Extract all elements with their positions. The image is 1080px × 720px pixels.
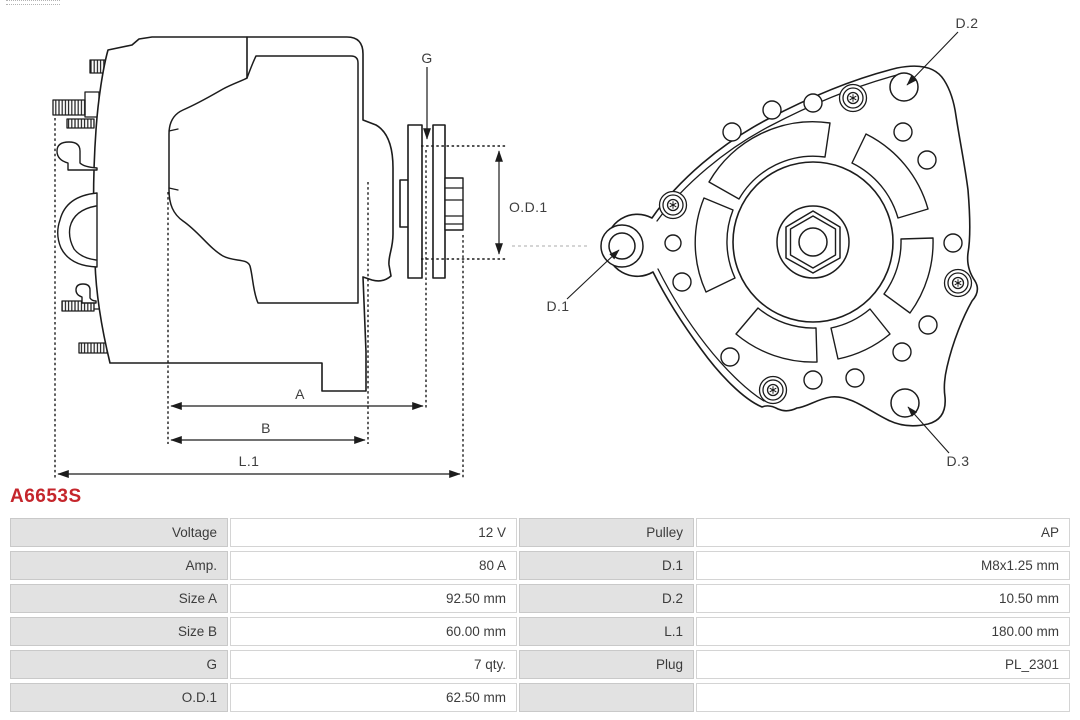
spec-label: Plug bbox=[519, 650, 694, 679]
spec-value: 10.50 mm bbox=[696, 584, 1070, 613]
dim-label-l1: L.1 bbox=[238, 453, 260, 469]
spec-label: Pulley bbox=[519, 518, 694, 547]
spec-label: D.1 bbox=[519, 551, 694, 580]
spec-label: Voltage bbox=[10, 518, 228, 547]
spec-value: AP bbox=[696, 518, 1070, 547]
alternator-body-outline bbox=[94, 37, 393, 391]
spec-label: O.D.1 bbox=[10, 683, 228, 712]
spec-value: 80 A bbox=[230, 551, 517, 580]
spec-value: 180.00 mm bbox=[696, 617, 1070, 646]
left-edge-bumps bbox=[57, 142, 97, 303]
mount-hole-d3 bbox=[891, 389, 919, 417]
spec-value: M8x1.25 mm bbox=[696, 551, 1070, 580]
spec-value: 60.00 mm bbox=[230, 617, 517, 646]
spec-value: 12 V bbox=[230, 518, 517, 547]
spec-label: Amp. bbox=[10, 551, 228, 580]
spec-label bbox=[519, 683, 694, 712]
spec-value bbox=[696, 683, 1070, 712]
spec-label: Size B bbox=[10, 617, 228, 646]
dim-label-g: G bbox=[421, 50, 433, 66]
dim-label-b: B bbox=[261, 420, 271, 436]
spec-label: D.2 bbox=[519, 584, 694, 613]
dim-label-d3: D.3 bbox=[946, 453, 970, 469]
rear-view bbox=[601, 66, 977, 426]
spec-value: 62.50 mm bbox=[230, 683, 517, 712]
dim-label-od1: O.D.1 bbox=[509, 199, 548, 215]
pulley bbox=[400, 125, 463, 278]
spec-value: PL_2301 bbox=[696, 650, 1070, 679]
dim-label-a: A bbox=[295, 386, 305, 402]
spec-table bbox=[10, 518, 1070, 712]
part-number: A6653S bbox=[10, 486, 82, 507]
spec-label: G bbox=[10, 650, 228, 679]
spec-value: 7 qty. bbox=[230, 650, 517, 679]
spec-value: 92.50 mm bbox=[230, 584, 517, 613]
spec-label: Size A bbox=[10, 584, 228, 613]
side-view bbox=[53, 37, 463, 391]
dim-label-d1: D.1 bbox=[546, 298, 570, 314]
dim-label-d2: D.2 bbox=[955, 15, 979, 31]
rotor-hub bbox=[733, 162, 893, 322]
spec-label: L.1 bbox=[519, 617, 694, 646]
